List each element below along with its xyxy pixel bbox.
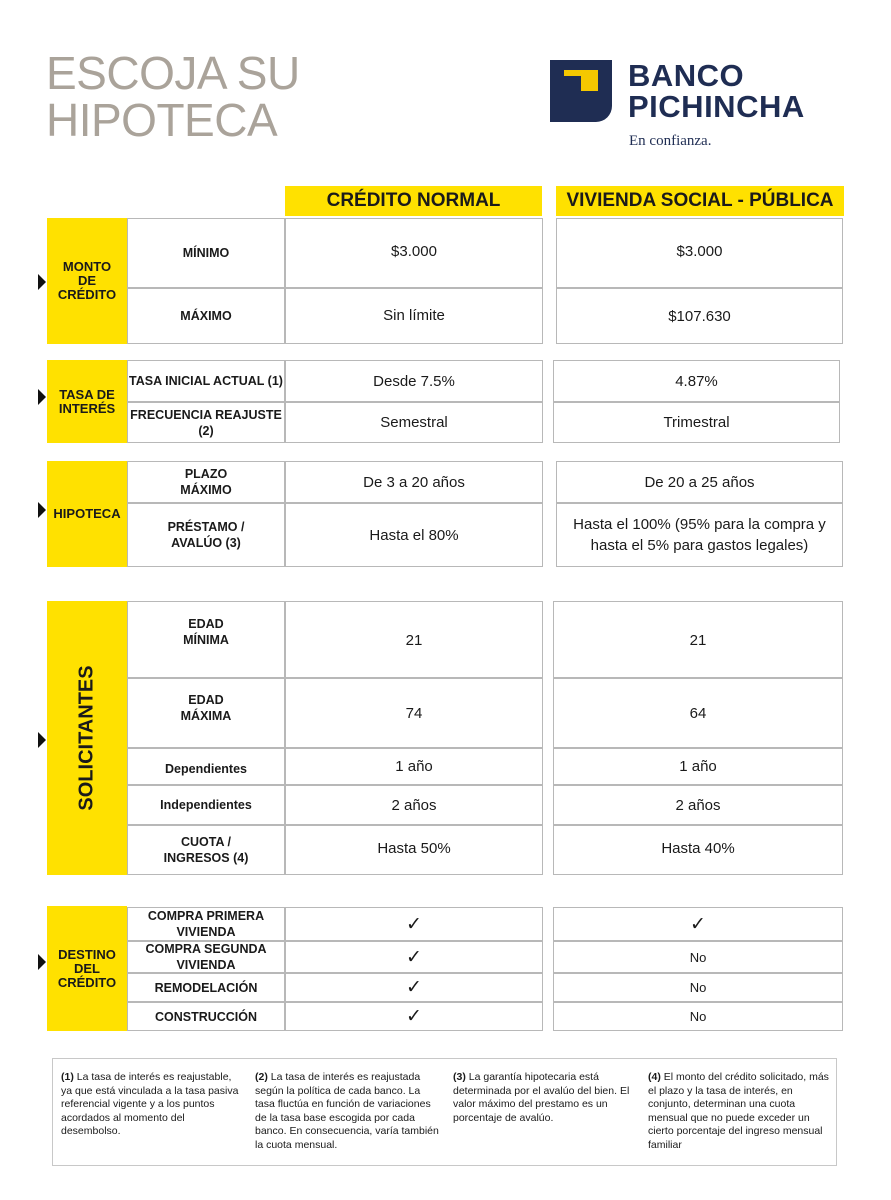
row-label: MÍNIMO [127, 218, 285, 288]
section-monto-label: MONTO DE CRÉDITO [47, 218, 127, 344]
row-label: TASA INICIAL ACTUAL (1) [127, 360, 285, 402]
row-label: Independientes [127, 785, 285, 825]
row-label: FRECUENCIA REAJUSTE (2) [127, 402, 285, 443]
section-tasa-label: TASA DE INTERÉS [47, 360, 127, 443]
cell-normal: De 3 a 20 años [285, 461, 543, 503]
cell-normal: $3.000 [285, 218, 543, 288]
row-label: CONSTRUCCIÓN [127, 1002, 285, 1031]
cell-social: 1 año [553, 748, 843, 785]
section-solicitantes-label: SOLICITANTES [47, 601, 127, 875]
row-label: COMPRA SEGUNDA VIVIENDA [127, 941, 285, 973]
title-line-2: HIPOTECA [46, 94, 278, 146]
cell-normal: Desde 7.5% [285, 360, 543, 402]
column-header-social: VIVIENDA SOCIAL - PÚBLICA [556, 186, 844, 216]
cell-social: Hasta 40% [553, 825, 843, 875]
cell-normal: 1 año [285, 748, 543, 785]
arrow-icon [38, 274, 46, 290]
arrow-icon [38, 732, 46, 748]
cell-social: $3.000 [556, 218, 843, 288]
title-line-1: ESCOJA SU [46, 47, 300, 99]
bank-tagline: En confianza. [629, 133, 712, 149]
row-label: COMPRA PRIMERA VIVIENDA [127, 907, 285, 941]
cell-social: No [553, 941, 843, 973]
check-icon: ✓ [285, 1002, 543, 1031]
check-icon: ✓ [285, 973, 543, 1002]
cell-normal: Hasta 50% [285, 825, 543, 875]
brand-line-1: BANCO [628, 58, 745, 93]
section-destino-label: DESTINO DEL CRÉDITO [47, 906, 127, 1031]
check-icon: ✓ [553, 907, 843, 941]
arrow-icon [38, 389, 46, 405]
cell-social: 64 [553, 678, 843, 748]
row-label: PRÉSTAMO / AVALÚO (3) [127, 503, 285, 567]
cell-normal: Hasta el 80% [285, 503, 543, 567]
page-title [46, 47, 300, 146]
cell-social: $107.630 [556, 288, 843, 344]
footnote-4: (4) El monto del crédito solicitado, más el plazo y la tasa de interés, en conjunto, determinan una cuota mensual que no puede exceder un cierto porcentaje del ingreso mensual familiar [648, 1071, 829, 1151]
cell-social: 4.87% [553, 360, 840, 402]
row-label: PLAZO MÁXIMO [127, 461, 285, 503]
cell-social: No [553, 1002, 843, 1031]
arrow-icon [38, 502, 46, 518]
cell-normal: 21 [285, 601, 543, 678]
bank-name [628, 60, 805, 122]
brand-line-2: PICHINCHA [628, 89, 805, 124]
cell-social: Hasta el 100% (95% para la compra y hasta el 5% para gastos legales) [556, 503, 843, 567]
row-label: EDAD MÍNIMA [127, 601, 285, 678]
footnote-3: (3) La garantía hipotecaria está determinada por el avalúo del bien. El valor máximo del prestamo es un porcentaje de avalúo. [453, 1071, 630, 1124]
cell-social: 21 [553, 601, 843, 678]
cell-normal: 2 años [285, 785, 543, 825]
cell-social: 2 años [553, 785, 843, 825]
row-label: EDAD MÁXIMA [127, 678, 285, 748]
column-header-normal: CRÉDITO NORMAL [285, 186, 542, 216]
footnote-1: (1) La tasa de interés es reajustable, ya que está vinculada a la tasa pasiva referencial vigente y a los puntos acordados al momento del desembolso. [61, 1071, 239, 1137]
row-label: Dependientes [127, 748, 285, 785]
arrow-icon [38, 954, 46, 970]
footnote-2: (2) La tasa de interés es reajustada según la política de cada banco. La tasa fluctúa en función de variaciones de la tasa base escogida por cada banco. En consecuencia, varía también la cuota mensual. [255, 1071, 439, 1151]
cell-normal: Sin límite [285, 288, 543, 344]
row-label: REMODELACIÓN [127, 973, 285, 1002]
cell-social: No [553, 973, 843, 1002]
footnotes [52, 1058, 837, 1166]
check-icon: ✓ [285, 907, 543, 941]
check-icon: ✓ [285, 941, 543, 973]
row-label: MÁXIMO [127, 288, 285, 344]
section-hipoteca-label: HIPOTECA [47, 461, 127, 567]
cell-social: Trimestral [553, 402, 840, 443]
cell-social: De 20 a 25 años [556, 461, 843, 503]
bank-logo-icon [550, 60, 612, 122]
row-label: CUOTA / INGRESOS (4) [127, 825, 285, 875]
cell-normal: Semestral [285, 402, 543, 443]
cell-normal: 74 [285, 678, 543, 748]
